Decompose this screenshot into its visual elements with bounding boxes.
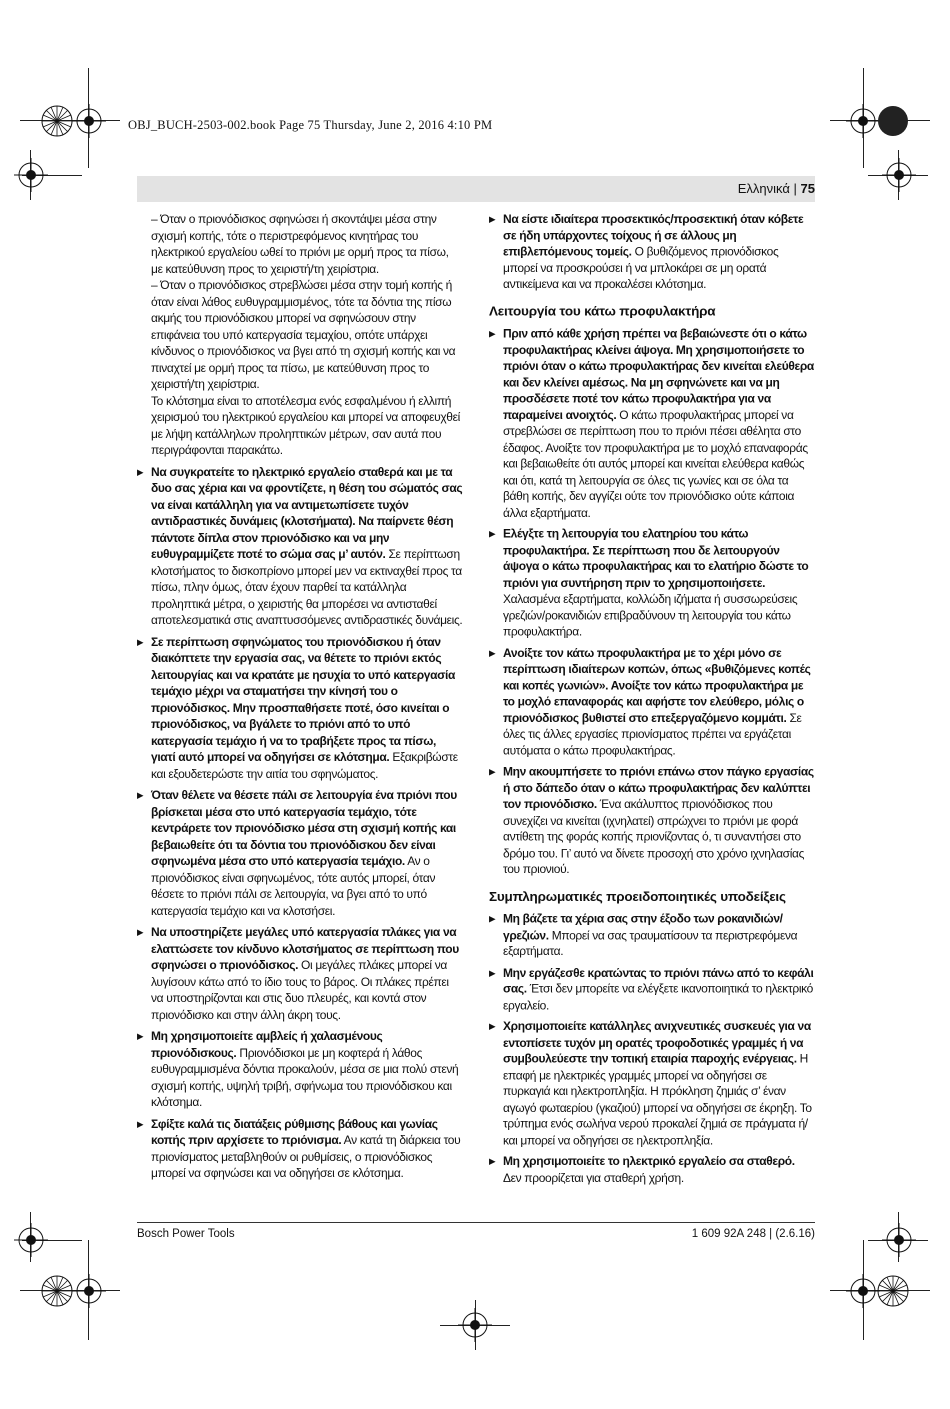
footer-doc-number: 1 609 92A 248 | (2.6.16) (691, 1228, 815, 1240)
bullet-text: Αν κατά τη διάρκεια του πριονίσματος μεταβληθούν οι ρυθμίσεις, ο πριονόδισκος μπορεί να σφηνώσει και να οδηγήσει σε κλότσημα. (151, 1133, 461, 1180)
bullet-bold: Να είστε ιδιαίτερα προσεκτικός/προσεκτική όταν κόβετε σε ήδη υπάρχοντες τοίχους ή σε άλλους μη επιβλεπόμενους τομείς. (503, 211, 804, 259)
left-column (137, 211, 463, 1182)
list-item (137, 464, 463, 629)
bullet-text: Ο κάτω προφυλακτήρας μπορεί να στρεβλώσει σε περίπτωση που το πριόνι πέσει αθέλητα στο έδαφος. Ανοίξτε τον προφυλακτήρα με το μοχλό επαναφοράς και βεβαιωθείτε ότι αυτός μπορεί και κινείται ελεύθερα καθώς και ότι, κατά τη λειτουργία σε όλες τις γωνίες και σε όλα τα βάθη κοπής, δεν αγγίζει ούτε τον πριονόδισκο ούτε κάποια άλλα εξαρτήματα. (503, 407, 808, 520)
registration-mark-icon (72, 104, 106, 138)
registration-mark-icon (40, 104, 74, 138)
registration-mark-icon (846, 104, 880, 138)
list-item (137, 634, 463, 783)
bullet-bold: Μην ακουμπήσετε το πριόνι επάνω στον πάγκο εργασίας ή στο δάπεδο όταν ο κάτω προφυλακτήρας δεν καλύπτει τον πριονόδισκο. (503, 764, 814, 811)
bullet-bold: Να υποστηρίζετε μεγάλες υπό κατεργασία πλάκες για να ελαττώσετε τον κίνδυνο κλοτσήματος σε περίπτωση που σφηνώσει ο πριονόδισκος. (151, 925, 459, 972)
list-item (137, 1028, 463, 1111)
list-item (489, 325, 815, 520)
bullet-text: Δεν προορίζεται για σταθερή χρήση. (503, 1170, 684, 1185)
footer-brand: Bosch Power Tools (137, 1228, 235, 1240)
bullet-bold: Χρησιμοποιείτε κατάλληλες ανιχνευτικές συσκευές για να εντοπίσετε τυχόν μη ορατές τροφοδοτικές γραμμές ή να συμβουλεύεστε την τοπική εταιρία παροχής ενέργειας. (503, 1019, 811, 1066)
header-separator: | (793, 181, 797, 196)
bullet-bold: Μη χρησιμοποιείτε το ηλεκτρικό εργαλείο σα σταθερό. (503, 1154, 795, 1169)
registration-mark-icon (876, 104, 910, 138)
section-name: Ελληνικά (737, 181, 790, 196)
bullet-text: Μπορεί να σας τραυματίσουν τα περιστρεφόμενα εξαρτήματα. (503, 927, 798, 959)
registration-mark-icon (846, 1274, 880, 1308)
footer-rule (137, 1222, 815, 1223)
bullet-bold: Μην εργάζεσθε κρατώντας το πριόνι πάνω από το κεφάλι σας. (503, 965, 814, 996)
kickback-cause-2: – Όταν ο πριονόδισκος στρεβλώσει μέσα στην τομή κοπής ή όταν είναι λάθος ευθυγραμμισμένος, τότε τα δόντια της πίσω ακμής του πριονόδισκου μπορεί να σφηνώσουν στην επιφάνεια του υπό κατεργασία τεμαχίου, οπότε υπάρχει κίνδυνος ο πριονόδισκος να βγει από τη σχισμή κοπής και να πιναχτεί με ορμή προς τα πίσω, με κατεύθυνση προς το χειριστή/τη χειρίστρια. (151, 278, 456, 391)
list-item (137, 924, 463, 1023)
registration-mark-icon (14, 1223, 48, 1257)
list-item (137, 787, 463, 919)
kickback-paragraph: Το κλότσημα είναι το αποτέλεσμα ενός εσφαλμένου ή ελλιπή χειρισμού του ηλεκτρικού εργαλείου και μπορεί να αποφευχθεί με λήψη κατάλληλων προληπτικών μέτρων, σαν αυτά που περιγράφονται παρακάτω. (151, 393, 460, 457)
bullet-bold: Ανοίξτε τον κάτω προφυλακτήρα με το χέρι μόνο σε περίπτωση ιδιαίτερων κοπών, όπως «βυθιζόμενες κοπές και κοπές γωνιών». Ανοίξτε τον κάτω προφυλακτήρα με το μοχλό επαναφοράς και αφήστε τον ελεύθερο, μόλις ο πριονόδισκος βυθιστεί στο επεξεργαζόμενο κομμάτι. (503, 645, 811, 725)
bullet-bold: Μη βάζετε τα χέρια σας στην έξοδο των ροκανιδιών/γρεζιών. (503, 911, 783, 942)
page-header (137, 176, 815, 202)
registration-mark-icon (14, 158, 48, 192)
registration-mark-icon (40, 1274, 74, 1308)
bullet-text: Χαλασμένα εξαρτήματα, κολλώδη ιζήματα ή συσσωρεύσεις γρεζιών/ροκανιδιών επιβραδύνουν τη λειτουργία του κάτω προφυλακτήρα. (503, 591, 798, 639)
registration-mark-icon (876, 1274, 910, 1308)
bullet-text: Σε όλες τις άλλες εργασίες πριονίσματος πρέπει να εργάζεται αυτόματα ο κάτω προφυλακτήρας. (503, 710, 802, 758)
list-item (489, 526, 815, 640)
header-text (738, 181, 815, 196)
list-item (137, 1116, 463, 1182)
bullet-text: Η επαφή με ηλεκτρικές γραμμές μπορεί να οδηγήσει σε πυρκαγιά και ηλεκτροπληξία. Η πρόκληση ζημιάς σ’ έναν αγωγό φωταερίου (γκαζιού) μπορεί να οδηγήσει σε έκρηξη. Το τρύπημα ενός σωλήνα νερού προκαλεί ζημιά σε πράγματα ή/και μπορεί να οδηγήσει σε ηλεκτροπληξία. (503, 1051, 812, 1147)
registration-mark-icon (882, 1223, 916, 1257)
bullet-text: Ένα ακάλυπτος πριονόδισκος που συνεχίζει να κινείται (ιχνηλατεί) σπρώχνει το πριόνι με φορά αντίθετη της φοράς κοπής πριονίζοντας ό, τι συναντήσει στο δρόμο του. Γι’ αυτό να δίνετε προσοχή στο χρόνο ιχνηλασίας του πριονιού. (503, 797, 805, 877)
bullet-text: Οι μεγάλες πλάκες μπορεί να λυγίσουν κάτω από το ίδιο τους το βάρος. Οι πλάκες πρέπει να υποστηρίζονται και στις δυο πλευρές, και κοντά στον πριονόδισκο και στην άλλη άκρη τους. (151, 958, 449, 1022)
list-item (489, 911, 815, 960)
list-item (489, 1018, 815, 1148)
registration-mark-icon (72, 1274, 106, 1308)
bullet-text: Σε περίπτωση κλοτσήματος το δισκοπρίονο μπορεί μεν να εκτιναχθεί προς τα πίσω, πλην όμως, όταν έχουν παρθεί τα κατάλληλα προληπτικά μέτρα, ο χειριστής θα μπορέσει να αντισταθεί αποτελεσματικά στις αναπτυσσόμενες αντιδραστικές δυνάμεις. (151, 547, 463, 627)
list-item (489, 645, 815, 759)
list-item (489, 1153, 815, 1186)
print-slug: OBJ_BUCH-2503-002.book Page 75 Thursday, June 2, 2016 4:10 PM (128, 118, 493, 132)
kickback-cause-1: – Όταν ο πριονόδισκος σφηνώσει ή σκοντάψει μέσα στην σχισμή κοπής, τότε ο περιστρεφόμενος κινητήρας του ηλεκτρικού εργαλείου ωθεί το πριόνι με ορμή προς τα πίσω, με κατεύθυνση προς το χειριστή/τη χειρίστρια. (151, 212, 449, 276)
bullet-bold: Σφίξτε καλά τις διατάξεις ρύθμισης βάθους και γωνίας κοπής πριν αρχίσετε το πριόνισμα. (151, 1116, 438, 1147)
bullet-bold: Όταν θέλετε να θέσετε πάλι σε λειτουργία ένα πριόνι που βρίσκεται μέσα στο υπό κατεργασία τεμάχιο, τότε κεντράρετε τον πριονόδισκο μέσα στη σχισμή κοπής και βεβαιωθείτε ότι τα δόντια του πριονόδισκου δεν είναι σφηνωμένα μέσα στο υπό κατεργασία τεμάχιο. (151, 788, 457, 868)
registration-mark-icon (882, 158, 916, 192)
registration-mark-icon (458, 1308, 492, 1342)
bullet-text: Εξακριβώστε και εξουδετερώστε την αιτία του σφηνώματος. (151, 750, 458, 781)
bullet-bold: Σε περίπτωση σφηνώματος του πριονόδισκου ή όταν διακόπτετε την εργασία σας, να θέτετε το πριόνι εκτός λειτουργίας και να κρατάτε με ησυχία το υπό κατεργασία τεμάχιο μέχρι να σταματήσει την κίνησή του ο πριονόδισκος. Μην προσπαθήσετε ποτέ, όσο κινείται ο πριονόδισκος, να βγάλετε το πριόνι από το υπό κατεργασία τεμάχιο ή να το τραβήξετε προς τα πίσω, γιατί αυτό μπορεί να οδηγήσει σε κλότσημα. (151, 634, 456, 764)
section-heading-additional-warnings: Συμπληρωματικές προειδοποιητικές υποδείξεις (489, 888, 786, 904)
list-item (489, 764, 815, 878)
section-heading-lower-guard: Λειτουργία του κάτω προφυλακτήρα (489, 303, 716, 319)
list-item (489, 964, 815, 1013)
page-number: 75 (800, 181, 815, 196)
bullet-bold: Πριν από κάθε χρήση πρέπει να βεβαιώνεστε ότι ο κάτω προφυλακτήρας κλείνει άψογα. Μη χρησιμοποιήσετε το πριόνι όταν ο κάτω προφυλακτήρας δεν κινείται ελεύθερα και δεν κλείνει αμέσως. Να μη σφηνώνετε και να μη προσδέσετε ποτέ τον κάτω προφυλακτήρα για να παραμείνει ανοιχτός. (503, 326, 814, 422)
bullet-bold: Ελέγξτε τη λειτουργία του ελατηρίου του κάτω προφυλακτήρα. Σε περίπτωση που δε λειτουργούν άψογα ο κάτω προφυλακτήρας και το ελατήριο δώστε το πριόνι για συντήρηση πριν το χρησιμοποιήσετε. (503, 526, 809, 590)
bullet-text: Πριονόδισκοι με μη κοφτερά ή λάθος ευθυγραμμισμένα δόντια προκαλούν, μέσα σε μια πολύ στενή σχισμή κοπής, υψηλή τριβή, σφήνωμα του πριονόδισκου και κλότσημα. (151, 1045, 459, 1109)
list-item (489, 211, 815, 292)
bullet-text: Ο βυθιζόμενος πριονόδισκος μπορεί να προσκρούσει ή να μπλοκάρει σε μη ορατά αντικείμενα και να προκαλέσει κλότσημα. (503, 244, 779, 291)
bullet-text: Αν ο πριονόδισκος είναι σφηνωμένος, τότε αυτός μπορεί, όταν θέσετε το πριόνι πάλι σε λειτουργία, να βγει από το υπό κατεργασία τεμάχιο και να κλοτσήσει. (151, 854, 436, 918)
bullet-bold: Μη χρησιμοποιείτε αμβλείς ή χαλασμένους πριονόδισκους. (151, 1029, 383, 1060)
right-column (489, 211, 815, 1186)
bullet-bold: Να συγκρατείτε το ηλεκτρικό εργαλείο σταθερά και με τα δυο σας χέρια και να φροντίζετε, η θέση του σώματός σας να είναι κατάλληλη για να αντιμετωπίσετε τυχόν αντιδραστικές δυνάμεις (κλοτσήματα). Να παίρνετε θέση πάντοτε δίπλα στον πριονόδισκο και να μην ευθυγραμμίζετε ποτέ το σώμα σας μ’ αυτόν. (151, 464, 463, 561)
bullet-text: Έτσι δεν μπορείτε να ελέγξετε ικανοποιητικά το ηλεκτρικό εργαλείο. (503, 981, 813, 1012)
